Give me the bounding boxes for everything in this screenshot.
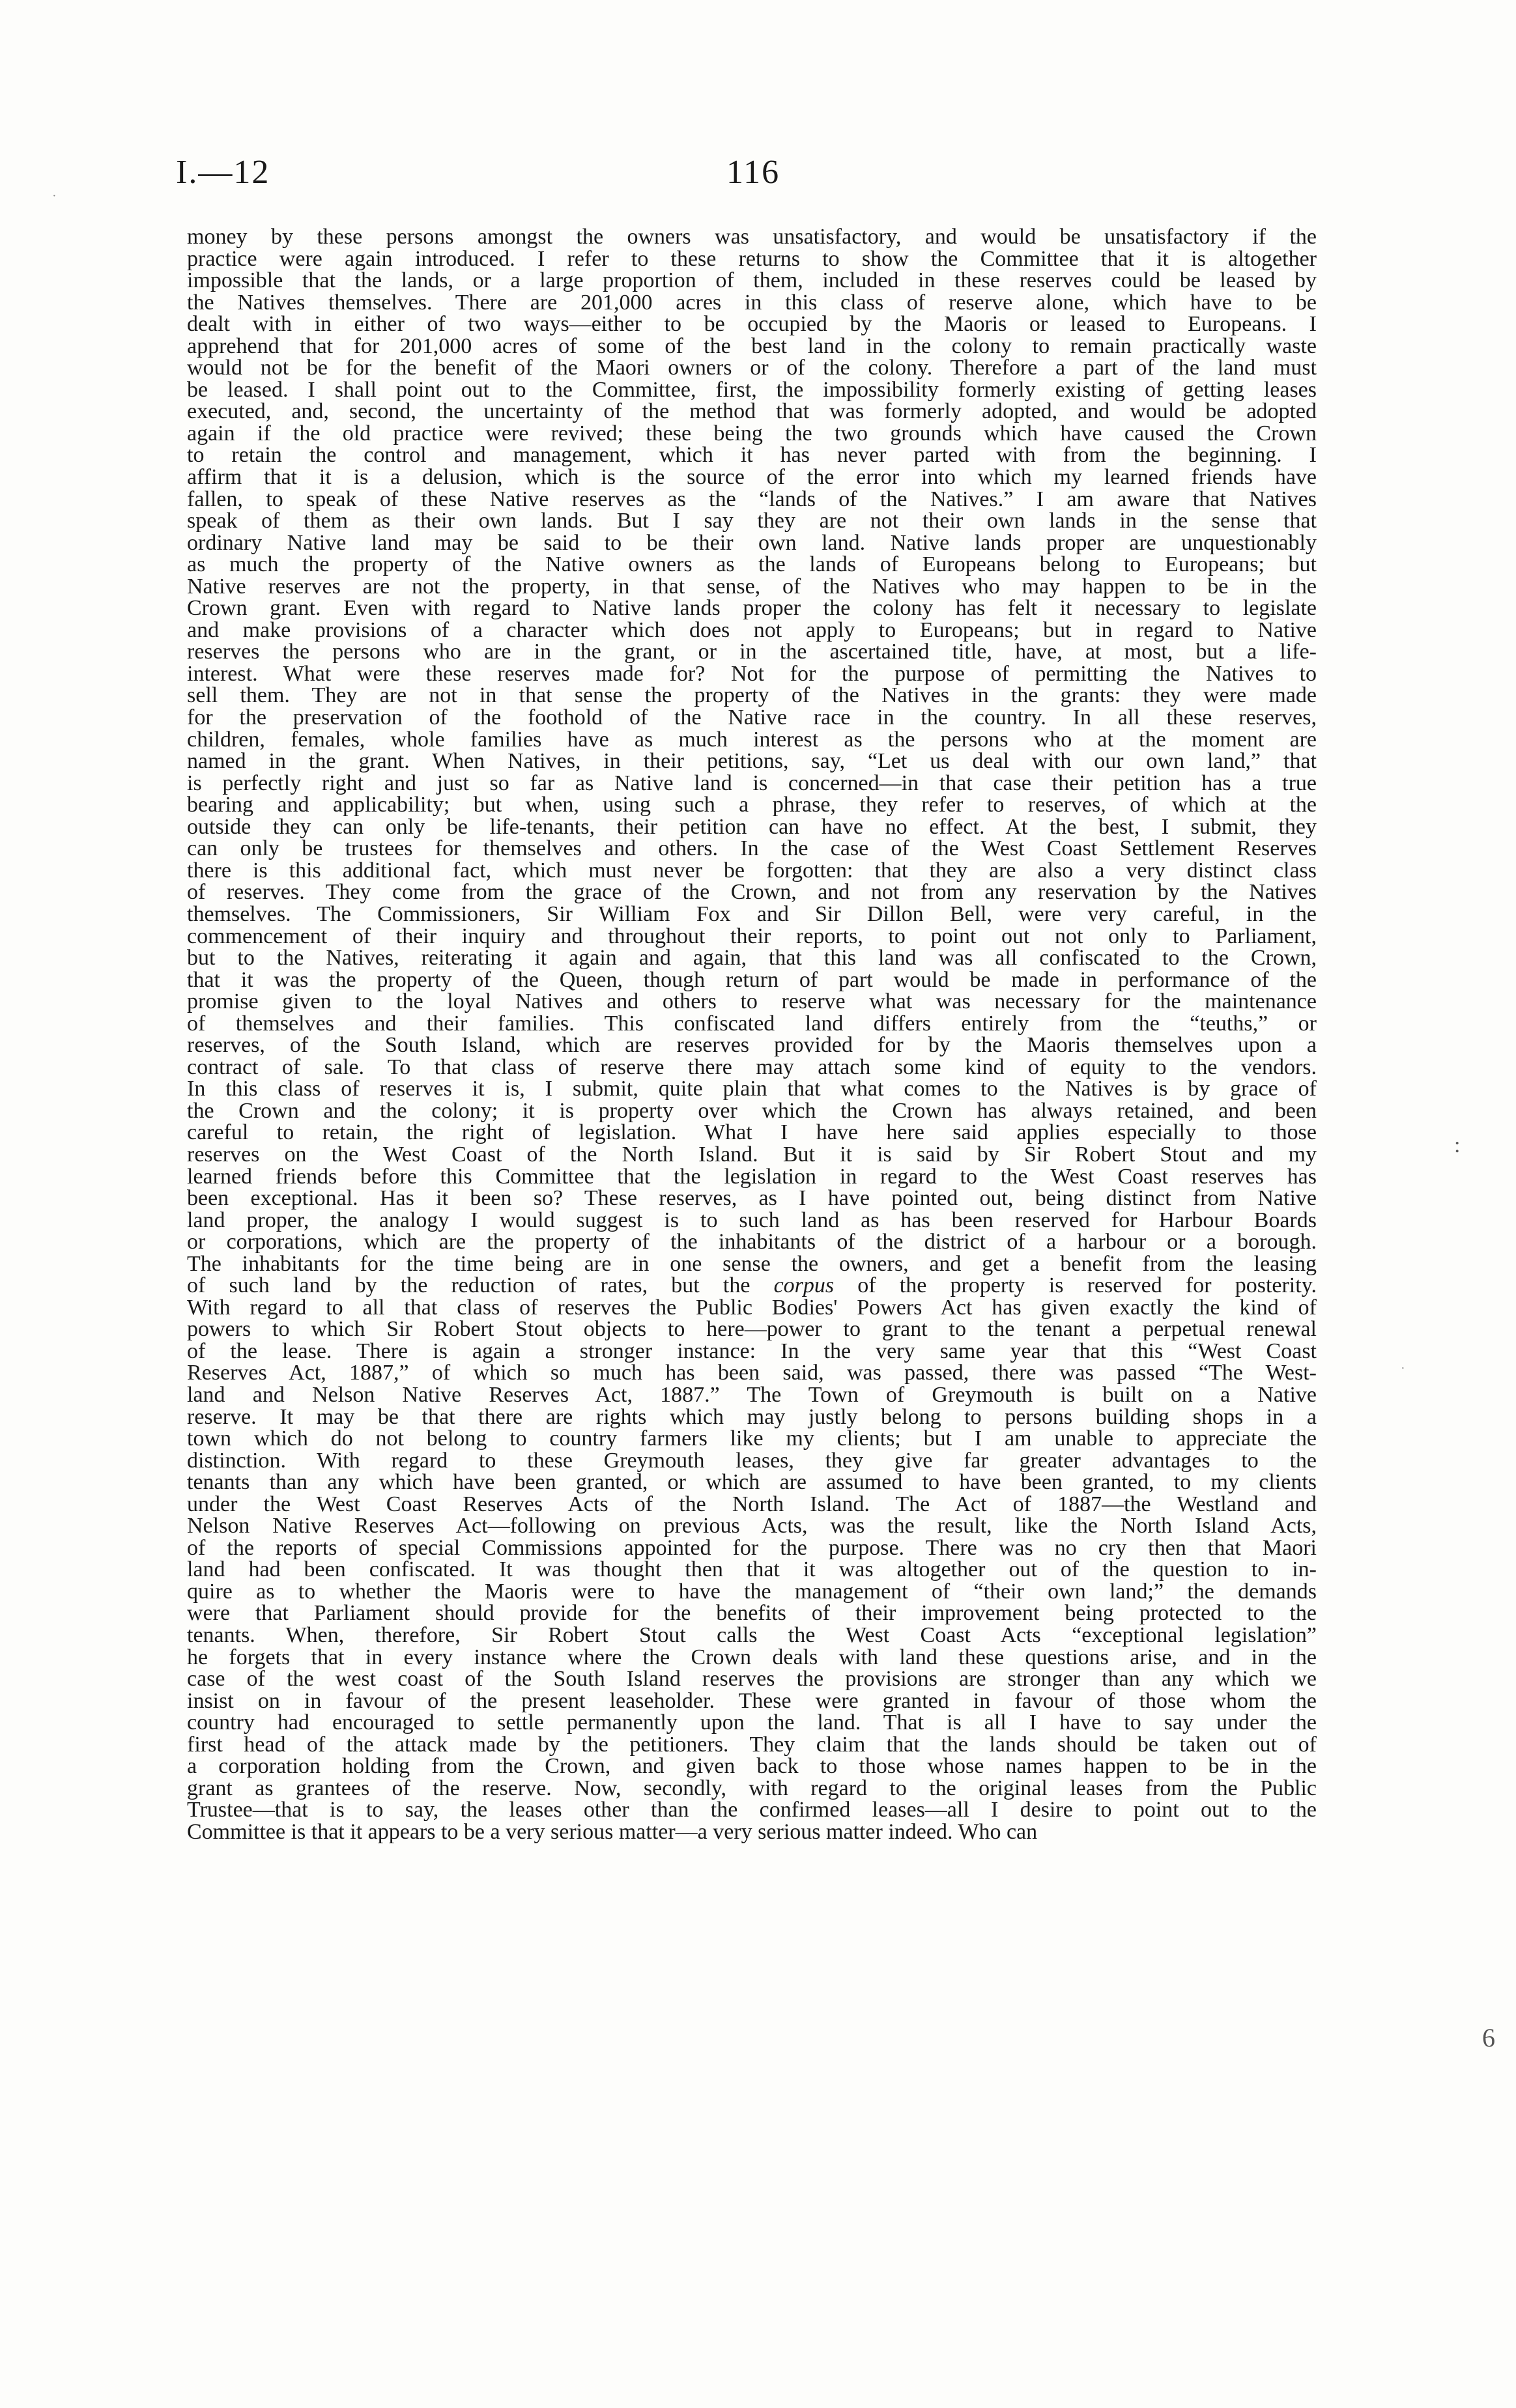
text-line: contract of sale. To that class of reserve there may attach some kind of equity to the vendors. bbox=[187, 1055, 1317, 1079]
text-line: reserve. It may be that there are rights which may justly belong to persons building shops in a bbox=[187, 1404, 1317, 1429]
text-line: themselves. The Commissioners, Sir William Fox and Sir Dillon Bell, were very careful, in the bbox=[187, 901, 1317, 926]
text-line: commencement of their inquiry and throughout their reports, to point out not only to Parliament, bbox=[187, 924, 1317, 948]
text-line: reserves, of the South Island, which are reserves provided for by the Maoris themselves upon a bbox=[187, 1033, 1317, 1058]
text-line: would not be for the benefit of the Maori owners or of the colony. Therefore a part of the land must bbox=[187, 356, 1317, 380]
text-line: to retain the control and management, which it has never parted with from the beginning. I bbox=[187, 443, 1317, 468]
text-line: case of the west coast of the South Island reserves the provisions are stronger than any which we bbox=[187, 1667, 1317, 1692]
text-line: he forgets that in every instance where the Crown deals with land these questions arise, and in the bbox=[187, 1645, 1317, 1669]
text-line: fallen, to speak of these Native reserves as the “lands of the Natives.” I am aware that Natives bbox=[187, 487, 1317, 511]
text-line: promise given to the loyal Natives and others to reserve what was necessary for the maintenance bbox=[187, 989, 1317, 1014]
text-line: land had been confiscated. It was thought then that it was altogether out of the question to in- bbox=[187, 1557, 1317, 1582]
text-line: named in the grant. When Natives, in their petitions, say, “Let us deal with our own land,” that bbox=[187, 749, 1317, 774]
text-line: distinction. With regard to these Greymouth leases, they give far greater advantages to the bbox=[187, 1448, 1317, 1473]
text-line: bearing and applicability; but when, using such a phrase, they refer to reserves, of which at the bbox=[187, 793, 1317, 817]
text-line: there is this additional fact, which must never be forgotten: that they are also a very distinct class bbox=[187, 858, 1317, 883]
text-line: land proper, the analogy I would suggest is to such land as has been reserved for Harbour Boards bbox=[187, 1208, 1317, 1232]
margin-mark-left: · bbox=[52, 189, 57, 203]
text-line: be leased. I shall point out to the Committee, first, the impossibility formerly existing of getting leases bbox=[187, 377, 1317, 402]
text-line: money by these persons amongst the owners was unsatisfactory, and would be unsatisfactory if the bbox=[187, 225, 1317, 249]
text-line: outside they can only be life-tenants, their petition can have no effect. At the best, I submit, they bbox=[187, 814, 1317, 839]
text-line: sell them. They are not in that sense the property of the Natives in the grants: they were made bbox=[187, 683, 1317, 708]
document-reference: I.—12 bbox=[176, 154, 270, 191]
text-line: of the reports of special Commissions appointed for the purpose. There was no cry then that Maori bbox=[187, 1535, 1317, 1560]
text-line: for the preservation of the foothold of the Native race in the country. In all these reserves, bbox=[187, 705, 1317, 730]
page-number: 116 bbox=[726, 154, 780, 191]
text-line: Nelson Native Reserves Act—following on previous Acts, was the result, like the North Island Acts, bbox=[187, 1514, 1317, 1538]
text-line: again if the old practice were revived; these being the two grounds which have caused the Crown bbox=[187, 421, 1317, 446]
text-line: town which do not belong to country farmers like my clients; but I am unable to appreciate the bbox=[187, 1426, 1317, 1451]
text-line: Committee is that it appears to be a very serious matter—a very serious matter indeed. Who can bbox=[187, 1819, 1038, 1844]
text-line: can only be trustees for themselves and others. In the case of the West Coast Settlement Reserves bbox=[187, 836, 1317, 861]
text-line: land and Nelson Native Reserves Act, 1887.” The Town of Greymouth is built on a Native bbox=[187, 1382, 1317, 1407]
text-line: a corporation holding from the Crown, and given back to those whose names happen to be in the bbox=[187, 1754, 1317, 1779]
text-line: grant as grantees of the reserve. Now, secondly, with regard to the original leases from the Public bbox=[187, 1776, 1317, 1800]
text-line: country had encouraged to settle permanently upon the land. That is all I have to say under the bbox=[187, 1710, 1317, 1735]
text-line: Crown grant. Even with regard to Native lands proper the colony has felt it necessary to legislate bbox=[187, 596, 1317, 621]
text-line: interest. What were these reserves made for? Not for the purpose of permitting the Natives to bbox=[187, 661, 1317, 686]
text-line: learned friends before this Committee that the legislation in regard to the West Coast reserves has bbox=[187, 1164, 1317, 1189]
text-line: dealt with in either of two ways—either to be occupied by the Maoris or leased to Europeans. I bbox=[187, 312, 1317, 337]
text-line: been exceptional. Has it been so? These reserves, as I have pointed out, being distinct from Native bbox=[187, 1186, 1317, 1211]
text-line: affirm that it is a delusion, which is the source of the error into which my learned friends have bbox=[187, 465, 1317, 490]
text-line: the Crown and the colony; it is property over which the Crown has always retained, and been bbox=[187, 1098, 1317, 1123]
margin-mark-right-colon: : bbox=[1454, 1133, 1461, 1157]
text-line: reserves the persons who are in the grant, or in the ascertained title, have, at most, but a life- bbox=[187, 640, 1317, 664]
text-line: With regard to all that class of reserves the Public Bodies' Powers Act has given exactly the kind of bbox=[187, 1295, 1317, 1320]
body-paragraph bbox=[187, 226, 1317, 1843]
text-line: that it was the property of the Queen, though return of part would be made in performance of the bbox=[187, 967, 1317, 992]
text-line: were that Parliament should provide for the benefits of their improvement being protected to the bbox=[187, 1601, 1317, 1626]
text-line: of themselves and their families. This confiscated land differs entirely from the “teuths,” or bbox=[187, 1011, 1317, 1036]
text-line: tenants. When, therefore, Sir Robert Stout calls the West Coast Acts “exceptional legislation” bbox=[187, 1623, 1317, 1647]
text-line: as much the property of the Native owners as the lands of Europeans belong to Europeans; but bbox=[187, 552, 1317, 577]
italic-term: corpus bbox=[773, 1273, 835, 1298]
text-line: tenants than any which have been granted, or which are assumed to have been granted, to my clients bbox=[187, 1470, 1317, 1495]
text-line: children, females, whole families have as much interest as the persons who at the moment are bbox=[187, 727, 1317, 752]
text-line: Trustee—that is to say, the leases other than the confirmed leases—all I desire to point out to the bbox=[187, 1798, 1317, 1822]
text-line: careful to retain, the right of legislation. What I have here said applies especially to those bbox=[187, 1120, 1317, 1145]
text-line: speak of them as their own lands. But I say they are not their own lands in the sense that bbox=[187, 509, 1317, 533]
text-line: The inhabitants for the time being are in one sense the owners, and get a benefit from the leasing bbox=[187, 1251, 1317, 1276]
text-line: practice were again introduced. I refer to these returns to show the Committee that it is altogether bbox=[187, 246, 1317, 271]
text-line: first head of the attack made by the petitioners. They claim that the lands should be taken out of bbox=[187, 1732, 1317, 1757]
text-line: under the West Coast Reserves Acts of the North Island. The Act of 1887—the Westland and bbox=[187, 1492, 1317, 1516]
text-line: reserves on the West Coast of the North Island. But it is said by Sir Robert Stout and my bbox=[187, 1142, 1317, 1167]
text-line: Native reserves are not the property, in that sense, of the Natives who may happen to be in the bbox=[187, 574, 1317, 599]
text-line: of the lease. There is again a stronger instance: In the very same year that this “West Coast bbox=[187, 1339, 1317, 1363]
text-line: ordinary Native land may be said to be their own land. Native lands proper are unquestionably bbox=[187, 530, 1317, 555]
text-line: or corporations, which are the property of the inhabitants of the district of a harbour or a borough. bbox=[187, 1230, 1317, 1254]
margin-mark-right-number: 6 bbox=[1482, 2023, 1495, 2052]
text-line: the Natives themselves. There are 201,000 acres in this class of reserve alone, which have to be bbox=[187, 290, 1317, 315]
text-line: executed, and, second, the uncertainty of the method that was formerly adopted, and would be adopted bbox=[187, 399, 1317, 424]
margin-mark-right-dot: · bbox=[1401, 1361, 1405, 1376]
text-line: insist on in favour of the present leaseholder. These were granted in favour of those whom the bbox=[187, 1688, 1317, 1713]
text-line: impossible that the lands, or a large proportion of them, included in these reserves could be leased by bbox=[187, 268, 1317, 293]
text-line: quire as to whether the Maoris were to have the management of “their own land;” the demands bbox=[187, 1579, 1317, 1604]
text-line: apprehend that for 201,000 acres of some of the best land in the colony to remain practically waste bbox=[187, 333, 1317, 358]
text-line: but to the Natives, reiterating it again and again, that this land was all confiscated to the Crown, bbox=[187, 946, 1317, 970]
text-line: and make provisions of a character which does not apply to Europeans; but in regard to Native bbox=[187, 617, 1317, 642]
text-line: Reserves Act, 1887,” of which so much has been said, was passed, there was passed “The West- bbox=[187, 1361, 1317, 1385]
text-line: of reserves. They come from the grace of the Crown, and not from any reservation by the Natives bbox=[187, 880, 1317, 905]
text-line: of such land by the reduction of rates, but the corpus of the property is reserved for posterity. bbox=[187, 1273, 1317, 1298]
text-line: powers to which Sir Robert Stout objects to here—power to grant to the tenant a perpetual renewal bbox=[187, 1317, 1317, 1342]
text-line: is perfectly right and just so far as Native land is concerned—in that case their petition has a true bbox=[187, 771, 1317, 795]
page-header bbox=[176, 153, 1349, 192]
text-line: In this class of reserves it is, I submit, quite plain that what comes to the Natives is by grace of bbox=[187, 1077, 1317, 1101]
